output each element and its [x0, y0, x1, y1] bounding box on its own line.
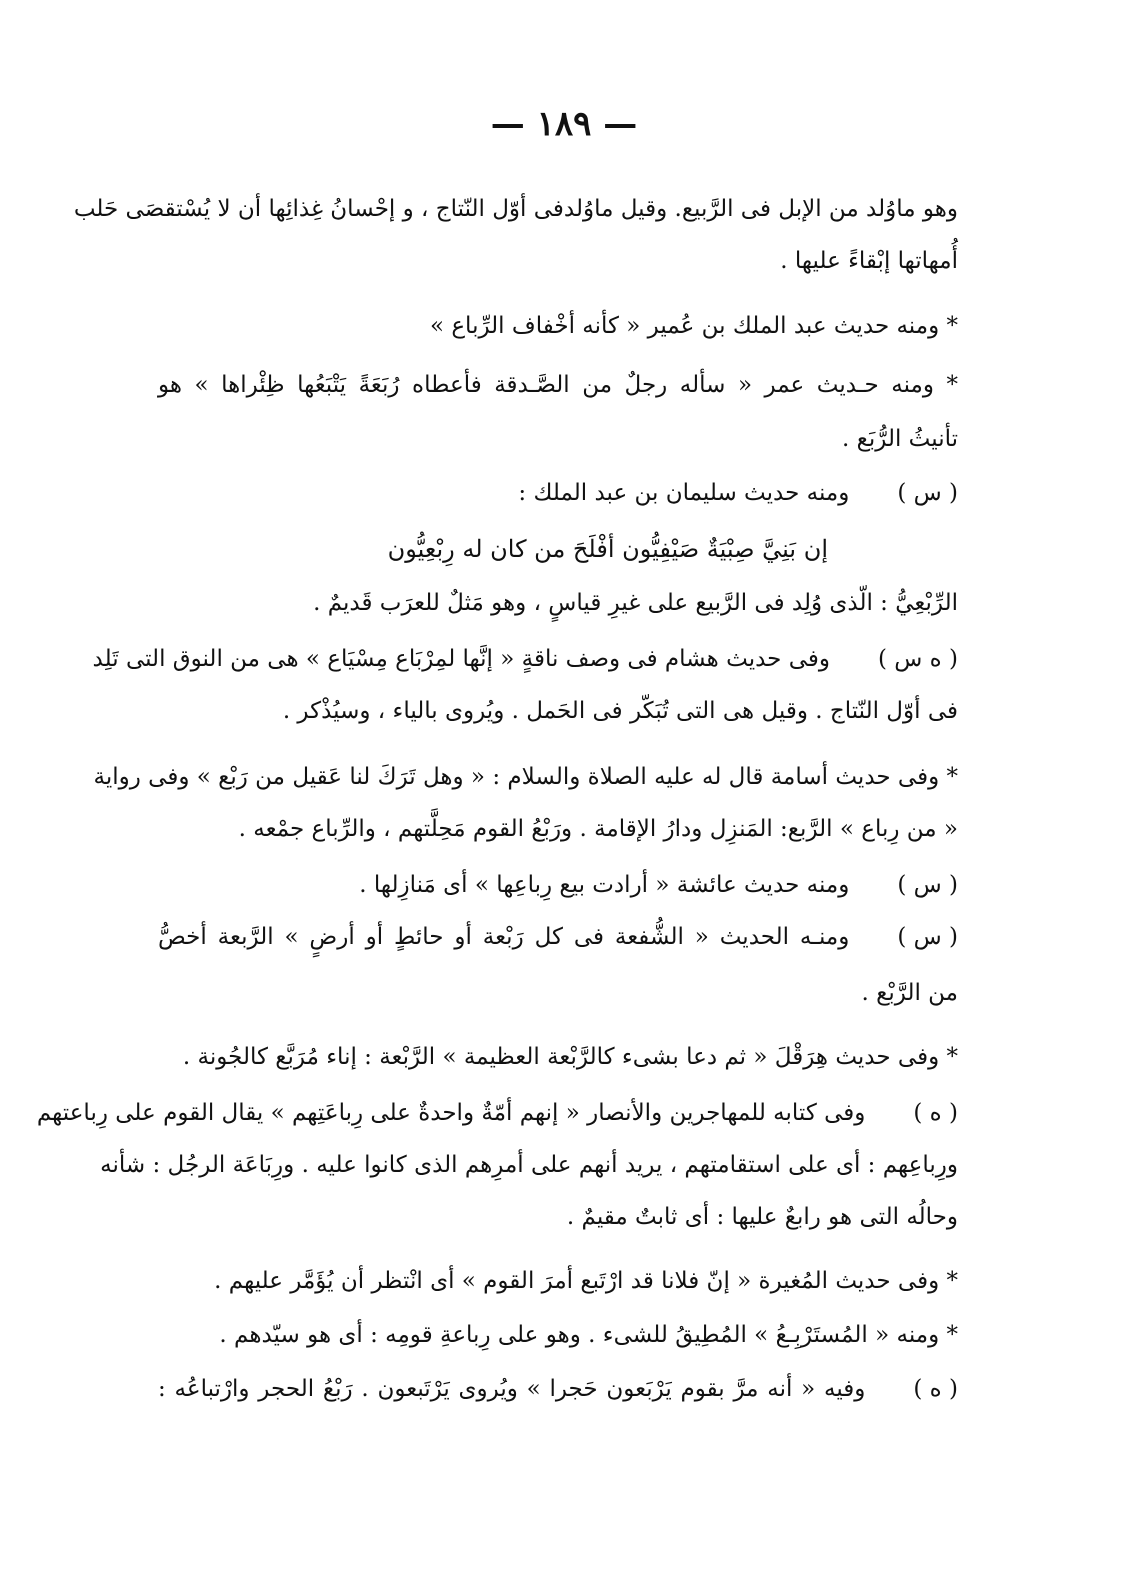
- page-number: — ١٨٩ —: [490, 104, 638, 144]
- text-line: [842, 422, 958, 456]
- source-marker: ( س ): [897, 872, 958, 898]
- text-line: [388, 532, 828, 566]
- text-line: [214, 1264, 958, 1298]
- line-text: وفى حديث هشام فى وصف ناقةٍ « إنَّها لمِرْبَاع مِسْيَاع » هى من النوق التى تَلِد: [92, 646, 830, 672]
- source-marker: ( ه ): [913, 1376, 958, 1402]
- text-line: [100, 1148, 958, 1182]
- text-line: [158, 920, 958, 954]
- text-line: [359, 868, 958, 902]
- line-text: وحالُه التى هو رابعٌ عليها : أى ثابتٌ مقيمٌ .: [566, 1204, 958, 1230]
- text-line: [313, 586, 958, 620]
- text-line: [92, 642, 958, 676]
- line-text: فى أوّل النّتاج . وقيل هى التى تُبَكّر فى الحَمل . ويُروى بالياء ، وسيُذْكر .: [282, 698, 958, 724]
- line-text: ومنه حديث عائشة « أرادت بيع رِباعِها » أى مَنازِلها .: [359, 872, 850, 898]
- text-line: [219, 1318, 958, 1352]
- line-text: وفى كتابه للمهاجرين والأنصار « إنهم أمّةٌ واحدةٌ على رِباعَتِهم » يقال القوم على رِباعتهم: [36, 1100, 866, 1126]
- text-line: [862, 976, 959, 1010]
- line-text: ورِباعِهم : أى على استقامتهم ، يريد أنهم على أمرِهم الذى كانوا عليه . ورِبَاعَة الرجُل : شأنه: [100, 1152, 958, 1178]
- text-line: [73, 192, 958, 226]
- line-text: وفيه « أنه مرَّ بقوم يَرْبَعون حَجرا » ويُروى يَرْتَبعون . رَبْعُ الحجر وارْتباعُه :: [158, 1376, 866, 1402]
- source-marker: ( ه ): [913, 1100, 958, 1126]
- line-text: من الرَّبْع .: [861, 980, 958, 1006]
- line-text: * ومنه حديث عبد الملك بن عُمير « كأنه أخْفاف الرِّباع »: [429, 313, 958, 339]
- source-marker: ( س ): [897, 924, 958, 950]
- text-line: [780, 244, 958, 278]
- line-text: * وفى حديث المُغيرة « إنّ فلانا قد ارْتَبع أمرَ القوم » أى انْتظر أن يُؤَمَّر عليهم .: [214, 1268, 958, 1294]
- line-text: * ومنه « المُستَرْبِـعُ » المُطِيقُ للشىء . وهو على رِباعةِ قومِه : أى هو سيّدهم .: [219, 1322, 958, 1348]
- line-text: « من رِباع » الرَّبع: المَنزِل ودارُ الإقامة . ورَبْعُ القوم مَحِلَّتهم ، والرِّباع جمْعه .: [238, 816, 958, 842]
- text-line: [183, 1040, 958, 1074]
- text-line: [158, 368, 958, 402]
- text-line: [158, 1372, 958, 1406]
- line-text: * ومنه حـديث عمر « سأله رجلٌ من الصَّـدقة فأعطاه رُبَعَةً يَتْبَعُها ظِئْراها » هو: [158, 372, 958, 398]
- text-line: [430, 309, 958, 343]
- line-text: * وفى حديث هِرَقْلَ « ثم دعا بشىء كالرَّبْعة العظيمة » الرَّبْعة : إناء مُرَبَّع كالجُونة .: [182, 1044, 958, 1070]
- text-line: [239, 812, 958, 846]
- line-text: الرِّبْعِيُّ : الّذى وُلِد فى الرَّبيع على غيرِ قياسٍ ، وهو مَثلٌ للعرَب قَديمٌ .: [313, 590, 958, 616]
- line-text: ومنه حديث سليمان بن عبد الملك :: [518, 480, 850, 506]
- line-text: أُمهاتها إبْقاءً عليها .: [780, 248, 958, 274]
- text-line: [518, 476, 958, 510]
- line-text: * وفى حديث أسامة قال له عليه الصلاة والسلام : « وهل تَرَكَ لنا عَقيل من رَبْع » وفى رواية: [93, 764, 958, 790]
- text-line: [93, 760, 958, 794]
- text-line: [36, 1096, 958, 1130]
- text-line: [283, 694, 958, 728]
- line-text: ومنـه الحديث « الشُّفعة فى كل رَبْعة أو حائطٍ أو أرضٍ » الرَّبعة أخصُّ: [158, 924, 850, 950]
- source-marker: ( س ): [897, 480, 958, 506]
- line-text: إن بَنِيَّ صِبْيَةٌ صَيْفِيُّون أفْلَحَ من كان له رِبْعِيُّون: [387, 535, 828, 563]
- text-line: [567, 1200, 958, 1234]
- line-text: تأنيثُ الرُّبَع .: [842, 426, 958, 452]
- line-text: وهو ماوُلد من الإبل فى الرَّبيع. وقيل ماوُلدفى أوّل النّتاج ، و إحْسانُ غِذائِها أن لا يُسْتقصَى حَلب: [73, 196, 958, 222]
- source-marker: ( ه س ): [877, 646, 958, 672]
